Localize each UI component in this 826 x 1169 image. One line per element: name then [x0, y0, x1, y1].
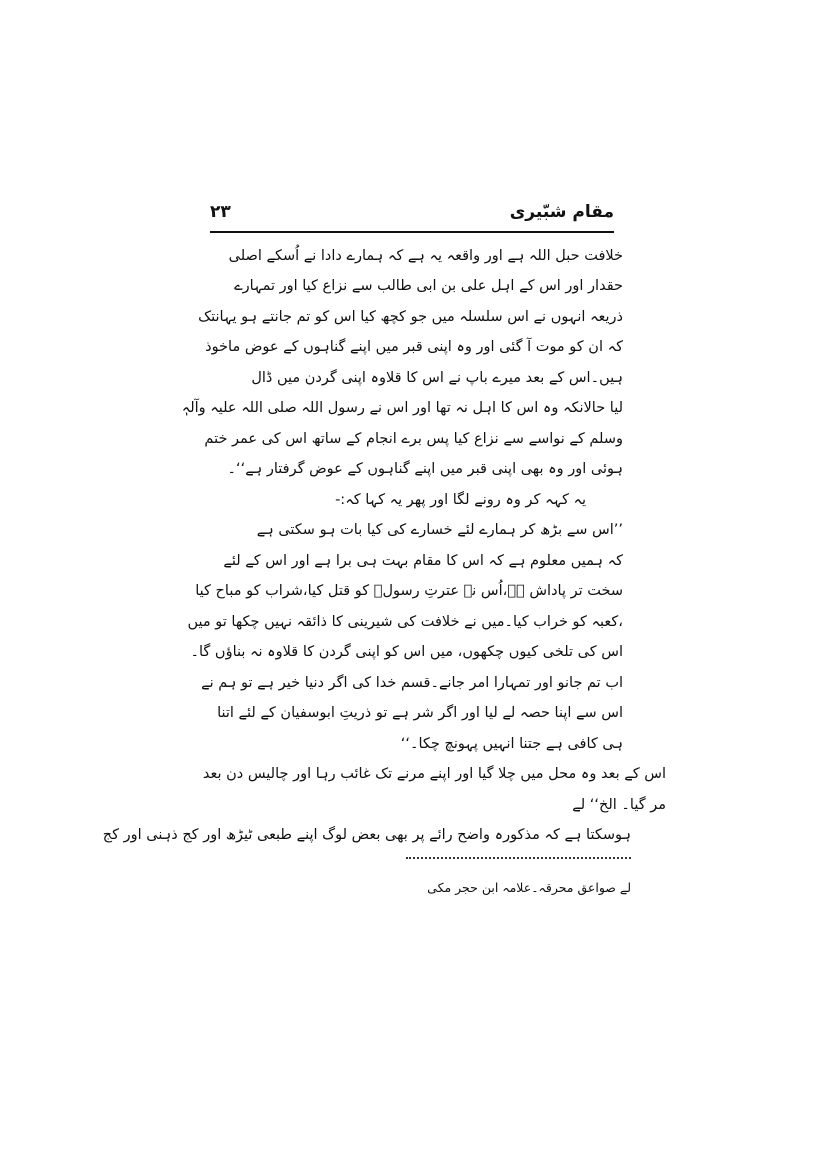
text-line: خلافت حبل اللہ ہے اور واقعہ یہ ہے کہ ہمارے دادا نے اُسکے اصلی — [228, 248, 623, 264]
page-header — [210, 196, 614, 228]
text-line: اس کی تلخی کیوں چکھوں، میں اس کو اپنی گردن کا قلاوہ نہ بناؤں گا۔ — [190, 644, 623, 660]
text-line: حقدار اور اس کے اہل علی بن ابی طالب سے نزاع کیا اور تمہارے — [234, 278, 623, 294]
text-line: لیا حالانکہ وہ اس کا اہل نہ تھا اور اس نے رسول اللہ صلی اللہ علیہ وآلہٖ — [181, 400, 623, 416]
text-line: ہیں۔اس کے بعد میرے باپ نے اس کا قلاوہ اپنی گردن میں ڈال — [251, 370, 623, 386]
footnote: لے صواعق محرقہ۔علامہ ابن حجر مکی — [427, 880, 631, 895]
text-line: ہوئی اور وہ بھی اپنی قبر میں اپنے گناہوں کے عوض گرفتار ہے‘‘۔ — [227, 461, 623, 477]
text-line: کہ ہمیں معلوم ہے کہ اس کا مقام بہت ہی برا ہے اور اس کے لئے — [223, 553, 623, 569]
header-rule — [210, 231, 614, 233]
text-line: یہ کہہ کر وہ رونے لگا اور پھر یہ کہا کہ:- — [335, 492, 586, 508]
text-line: ہوسکتا ہے کہ مذکورہ واضح رائے پر بھی بعض لوگ اپنے طبعی ٹیڑھ اور کج ذہنی اور کج — [102, 827, 631, 843]
footnote-rule — [406, 857, 631, 859]
page-number: ۲۳ — [210, 202, 231, 222]
book-title: مقام شبّیری — [509, 202, 614, 222]
text-line: ’’اس سے بڑھ کر ہمارے لئے خسارے کی کیا بات ہو سکتی ہے — [256, 522, 623, 538]
text-line: اس کے بعد وہ محل میں چلا گیا اور اپنے مرنے تک غائب رہا اور چالیس دن بعد — [202, 766, 666, 782]
text-line: وسلم کے نواسے سے نزاع کیا پس برے انجام کے ساتھ اس کی عمر ختم — [204, 431, 623, 447]
text-line: سخت تر پاداش ہے،اُس نے عترتِ رسولؐ کو قتل کیا،شراب کو مباح کیا — [195, 583, 623, 599]
text-line: اب تم جانو اور تمہارا امر جانے۔قسم خدا کی اگر دنیا خیر ہے تو ہم نے — [201, 675, 623, 691]
text-line: کہ ان کو موت آ گئی اور وہ اپنی قبر میں اپنے گناہوں کے عوض ماخوذ — [205, 339, 623, 355]
text-line: اس سے اپنا حصہ لے لیا اور اگر شر ہے تو ذریتِ ابوسفیان کے لئے اتنا — [217, 705, 623, 721]
text-line: ذریعہ انہوں نے اس سلسلہ میں جو کچھ کیا اس کو تم جانتے ہو یہانتک — [198, 309, 623, 325]
text-line: مر گیا۔ الخ‘‘ لے — [572, 797, 666, 813]
text-line: ،کعبہ کو خراب کیا۔میں نے خلافت کی شیرینی کا ذائقہ نہیں چکھا تو میں — [187, 614, 623, 630]
text-line: ہی کافی ہے جتنا انہیں پہونچ چکا۔‘‘ — [400, 736, 623, 752]
